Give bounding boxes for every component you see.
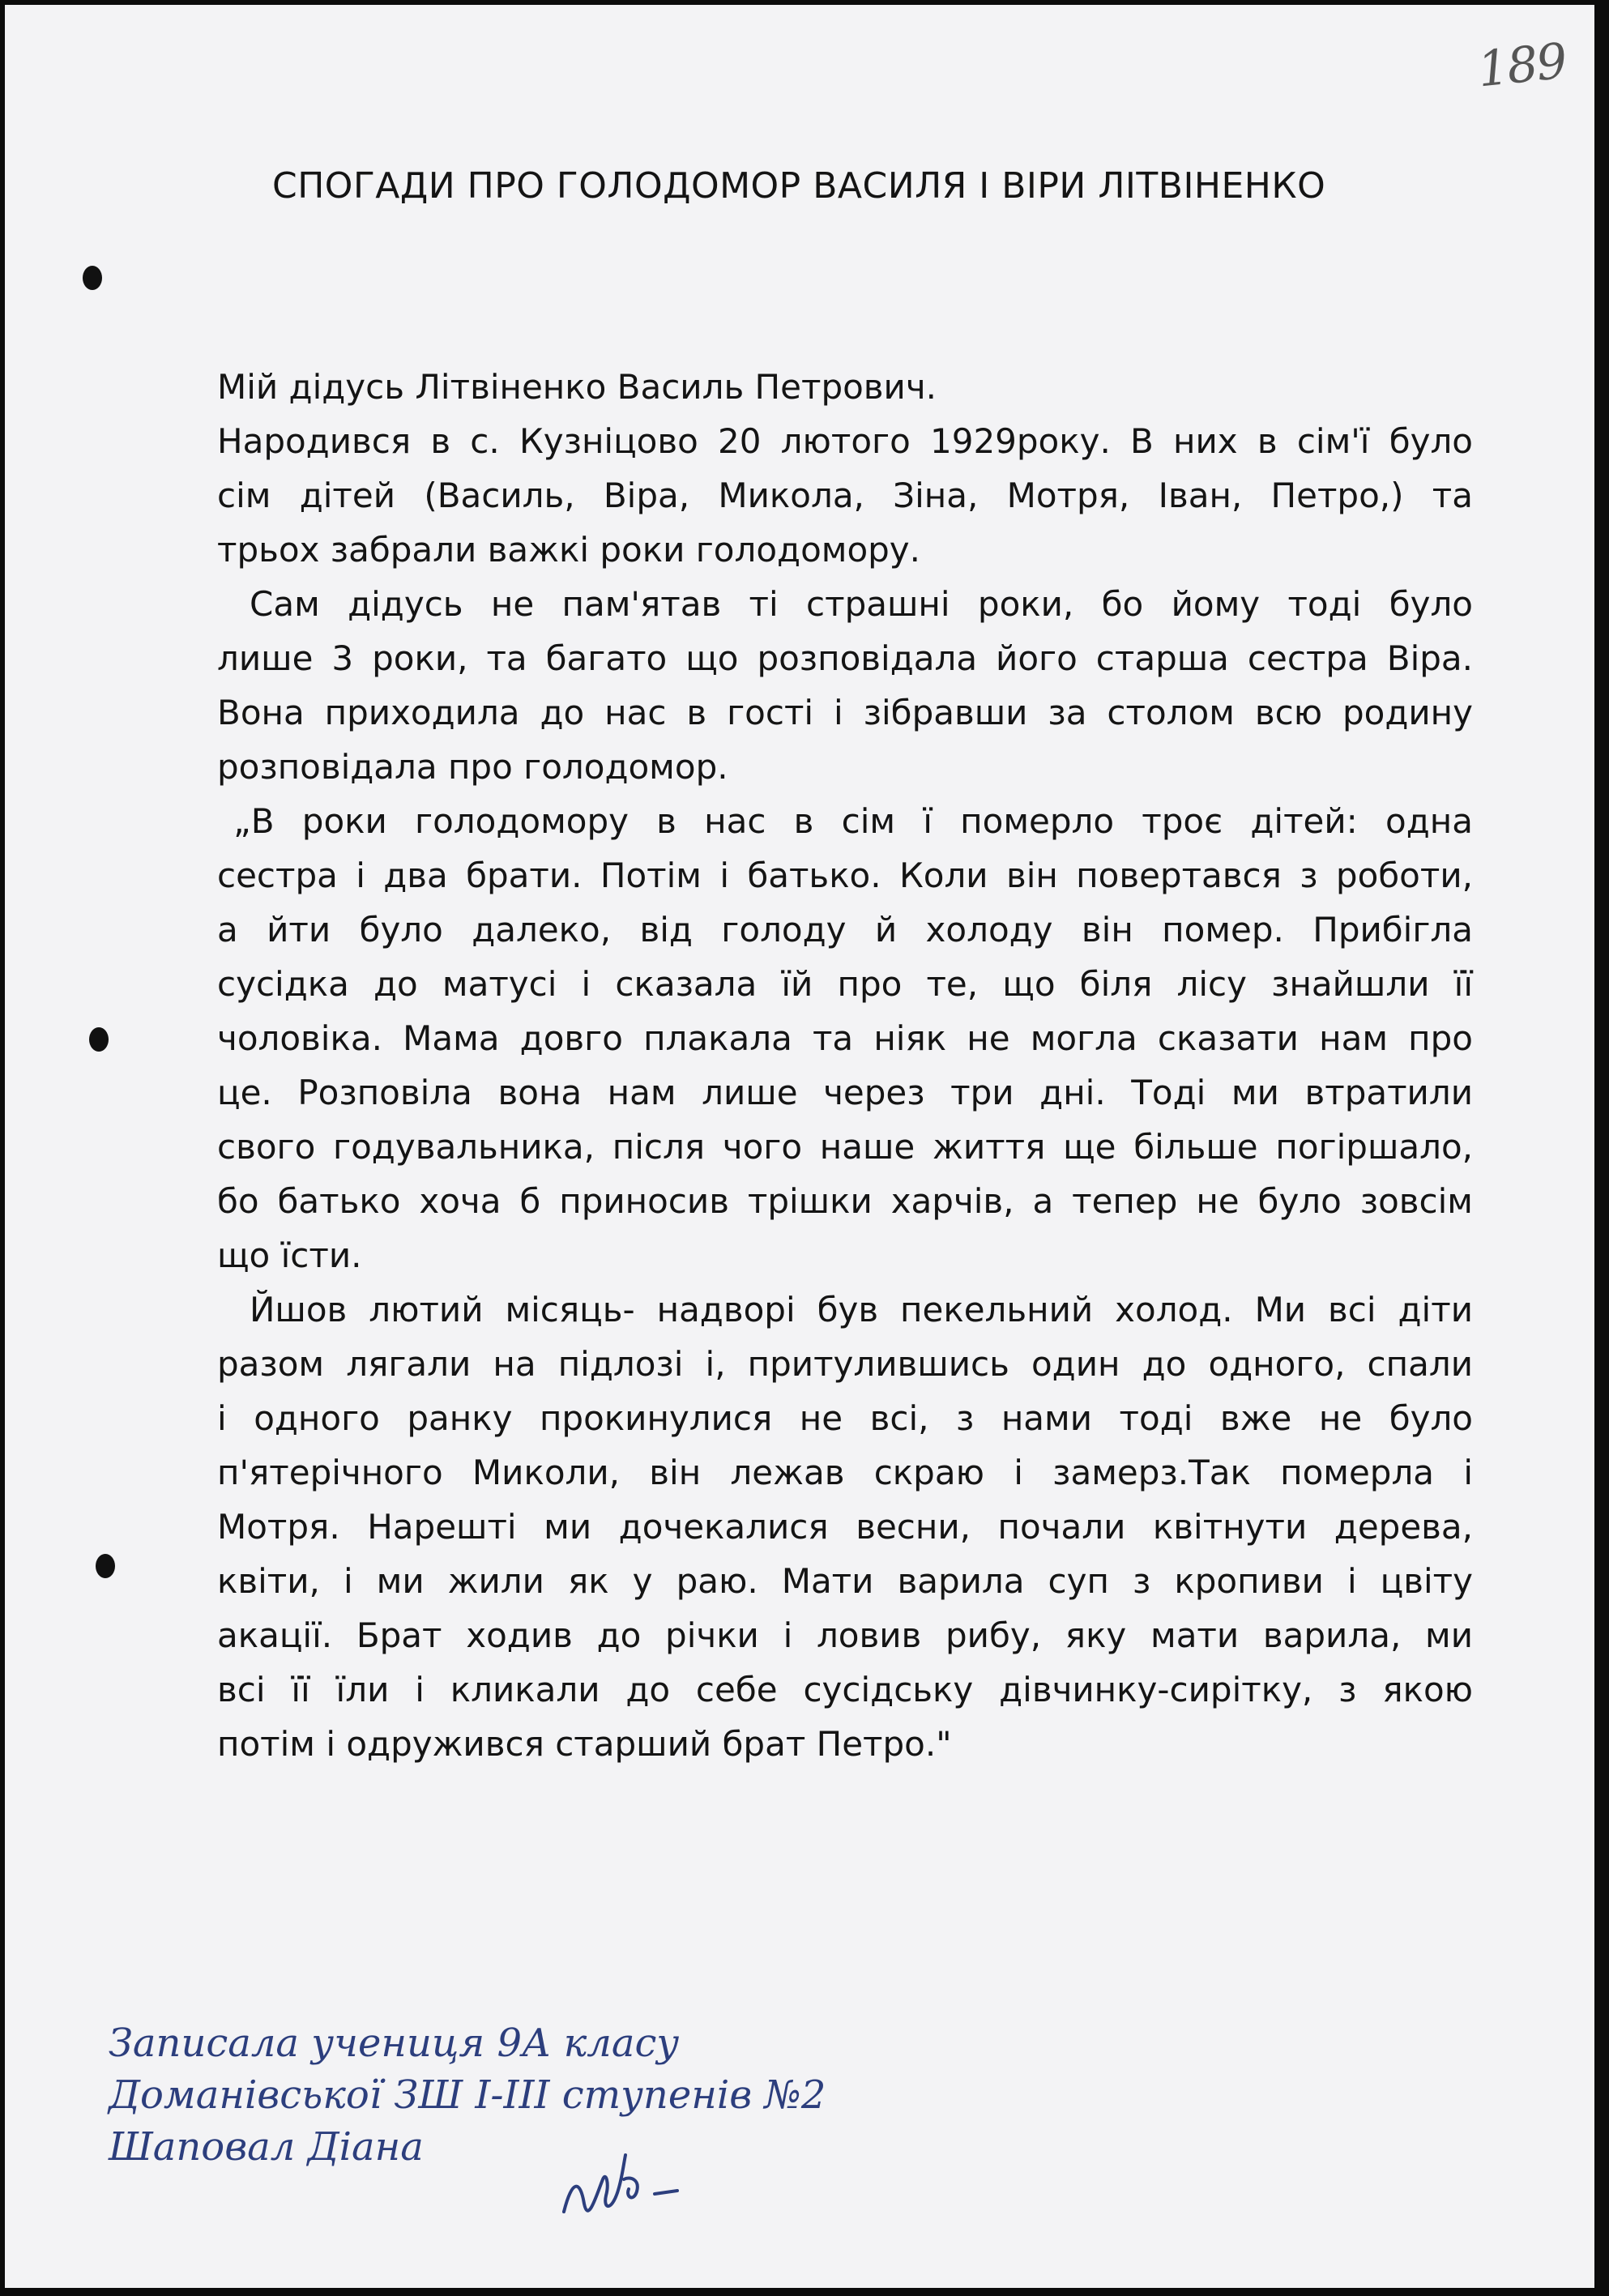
handwritten-note-line: Записала учениця 9А класу bbox=[109, 2021, 680, 2066]
text-line: свого годувальника, після чого наше життя ще більше погіршало, bbox=[217, 1127, 1473, 1167]
memoir-text bbox=[217, 360, 1473, 1771]
handwritten-note-line: Шаповал Діана bbox=[109, 2124, 424, 2170]
text-line: Мотря. Нарешті ми дочекалися весни, почали квітнути дерева, bbox=[217, 1507, 1473, 1547]
text-line: квіти, і ми жили як у раю. Мати варила суп з кропиви і цвіту bbox=[217, 1561, 1473, 1601]
page-number: 189 bbox=[1475, 32, 1568, 99]
text-line: всі її їли і кликали до себе сусідську дівчинку-сирітку, з якою bbox=[217, 1670, 1473, 1709]
punch-hole bbox=[83, 266, 102, 290]
text-line: а йти було далеко, від голоду й холоду він помер. Прибігла bbox=[217, 910, 1473, 950]
text-line: трьох забрали важкі роки голодомору. bbox=[217, 530, 921, 570]
text-line: Мій дідусь Літвіненко Василь Петрович. bbox=[217, 367, 937, 407]
punch-hole bbox=[89, 1027, 109, 1052]
text-line: сім дітей (Василь, Віра, Микола, Зіна, Мотря, Іван, Петро,) та bbox=[217, 476, 1473, 515]
signature bbox=[556, 2147, 685, 2228]
text-line: бо батько хоча б приносив трішки харчів, а тепер не було зовсім bbox=[217, 1181, 1473, 1221]
text-line: сусідка до матусі і сказала їй про те, що біля лісу знайшли її bbox=[217, 964, 1473, 1004]
text-line: лише 3 роки, та багато що розповідала його старша сестра Віра. bbox=[217, 638, 1473, 678]
text-line: „В роки голодомору в нас в сім ї померло троє дітей: одна bbox=[233, 801, 1473, 841]
text-line: розповідала про голодомор. bbox=[217, 747, 728, 787]
document-page bbox=[5, 5, 1594, 2288]
text-line: що їсти. bbox=[217, 1235, 362, 1275]
handwritten-note-line: Доманівської ЗШ І-ІІІ ступенів №2 bbox=[109, 2072, 826, 2118]
text-line: п'ятерічного Миколи, він лежав скраю і замерз.Так померла і bbox=[217, 1453, 1473, 1492]
document-title: СПОГАДИ ПРО ГОЛОДОМОР ВАСИЛЯ І ВІРИ ЛІТВІНЕНКО bbox=[272, 165, 1326, 207]
text-line: це. Розповіла вона нам лише через три дні. Тоді ми втратили bbox=[217, 1073, 1473, 1112]
text-line: потім і одружився старший брат Петро." bbox=[217, 1724, 952, 1764]
punch-hole bbox=[96, 1554, 115, 1578]
text-line: Народився в с. Кузніцово 20 лютого 1929року. В них в сім'ї було bbox=[217, 421, 1473, 461]
text-line: Сам дідусь не пам'ятав ті страшні роки, бо йому тоді було bbox=[250, 584, 1473, 624]
text-line: сестра і два брати. Потім і батько. Коли він повертався з роботи, bbox=[217, 856, 1473, 895]
text-line: і одного ранку прокинулися не всі, з нами тоді вже не було bbox=[217, 1398, 1473, 1438]
text-line: чоловіка. Мама довго плакала та ніяк не могла сказати нам про bbox=[217, 1018, 1473, 1058]
text-line: Вона приходила до нас в гості і зібравши за столом всю родину bbox=[217, 693, 1473, 732]
text-line: разом лягали на підлозі і, притулившись один до одного, спали bbox=[217, 1344, 1473, 1384]
text-line: Йшов лютий місяць- надворі був пекельний холод. Ми всі діти bbox=[250, 1290, 1473, 1329]
text-line: акації. Брат ходив до річки і ловив рибу, яку мати варила, ми bbox=[217, 1615, 1473, 1655]
